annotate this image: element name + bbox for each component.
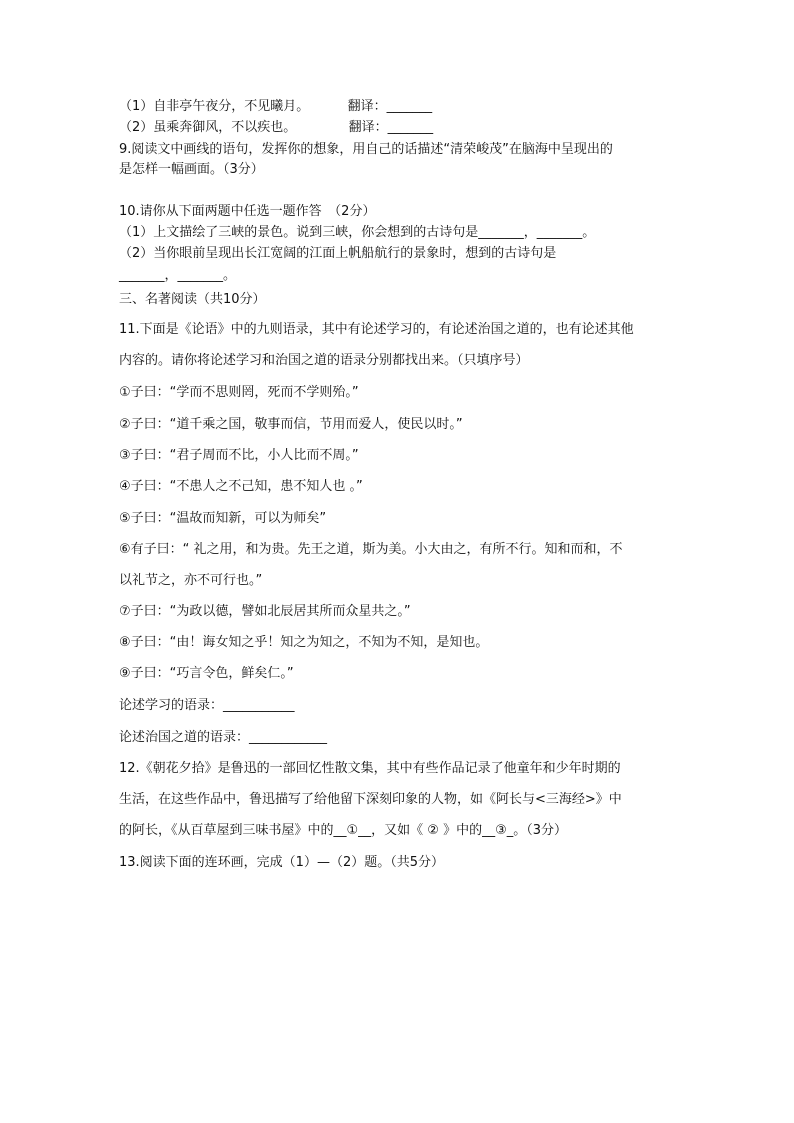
q12-line-3: 的阿长，《从百草屋到三味书屋》中的__①__，又如《 ② 》中的__③_。（3分） xyxy=(119,823,567,838)
q8-2-translation-blank: 翻译：_______ xyxy=(348,120,434,135)
quote-4: ④子曰：“不患人之不己知，患不知人也 。” xyxy=(119,479,363,494)
q11-line-2: 内容的。请你将论述学习和治国之道的语录分别都找出来。（只填序号） xyxy=(119,353,529,368)
quote-5: ⑤子曰：“温故而知新，可以为师矣” xyxy=(119,511,327,526)
q10-option-2-line-2: _______，_______。 xyxy=(119,268,237,283)
quote-8: ⑧子曰：“由！诲女知之乎！知之为知之，不知为不知，是知也。 xyxy=(119,635,489,650)
answer-govern-blank: 论述治国之道的语录：____________ xyxy=(119,730,328,745)
q10-option-2-line-1: （2）当你眼前呈现出长江宽阔的江面上帆船航行的景象时，想到的古诗句是 xyxy=(119,246,557,261)
quote-1: ①子曰：“学而不思则罔，死而不学则殆。” xyxy=(119,385,359,400)
q10-option-1: （1）上文描绘了三峡的景色。说到三峡，你会想到的古诗句是_______，_______。 xyxy=(119,225,596,240)
q12-line-1: 12.《朝花夕拾》是鲁迅的一部回忆性散文集，其中有些作品记录了他童年和少年时期的 xyxy=(119,761,621,776)
q9-line-1: 9.阅读文中画线的语句，发挥你的想象，用自己的话描述“清荣峻茂”在脑海中呈现出的 xyxy=(119,142,613,157)
q9-line-2: 是怎样一幅画面。（3分） xyxy=(119,162,264,177)
q11-line-1: 11.下面是《论语》中的九则语录，其中有论述学习的，有论述治国之道的，也有论述其他 xyxy=(119,322,634,337)
quote-7: ⑦子曰：“为政以德，譬如北辰居其所而众星共之。” xyxy=(119,604,411,619)
answer-study-blank: 论述学习的语录：___________ xyxy=(119,698,295,713)
q8-item-1 xyxy=(119,98,432,116)
q8-2-sentence: （2）虽乘奔御风，不以疾也。 xyxy=(119,120,297,135)
q8-1-translation-blank: 翻译：_______ xyxy=(347,99,433,114)
quote-9: ⑨子曰：“巧言令色，鲜矣仁。” xyxy=(119,666,294,681)
quote-6-line-1: ⑥有子曰：“ 礼之用，和为贵。先王之道，斯为美。小大由之，有所不行。知和而和，不 xyxy=(119,542,623,557)
q13-title: 13.阅读下面的连环画，完成（1）—（2）题。（共5分） xyxy=(119,855,444,870)
q12-line-2: 生活，在这些作品中，鲁迅描写了给他留下深刻印象的人物，如《阿长与<三海经>》中 xyxy=(119,792,622,807)
q8-item-2 xyxy=(119,119,433,137)
q8-1-sentence: （1）自非亭午夜分，不见曦月。 xyxy=(119,99,310,114)
quote-6-line-2: 以礼节之，亦不可行也。” xyxy=(119,573,263,588)
quote-2: ②子曰：“道千乘之国，敬事而信，节用而爱人，使民以时。” xyxy=(119,417,463,432)
quote-3: ③子曰：“君子周而不比，小人比而不周。” xyxy=(119,448,359,463)
section-3-heading: 三、名著阅读（共10分） xyxy=(119,292,266,307)
q10-title: 10.请你从下面两题中任选一题作答 （2分） xyxy=(119,204,376,219)
